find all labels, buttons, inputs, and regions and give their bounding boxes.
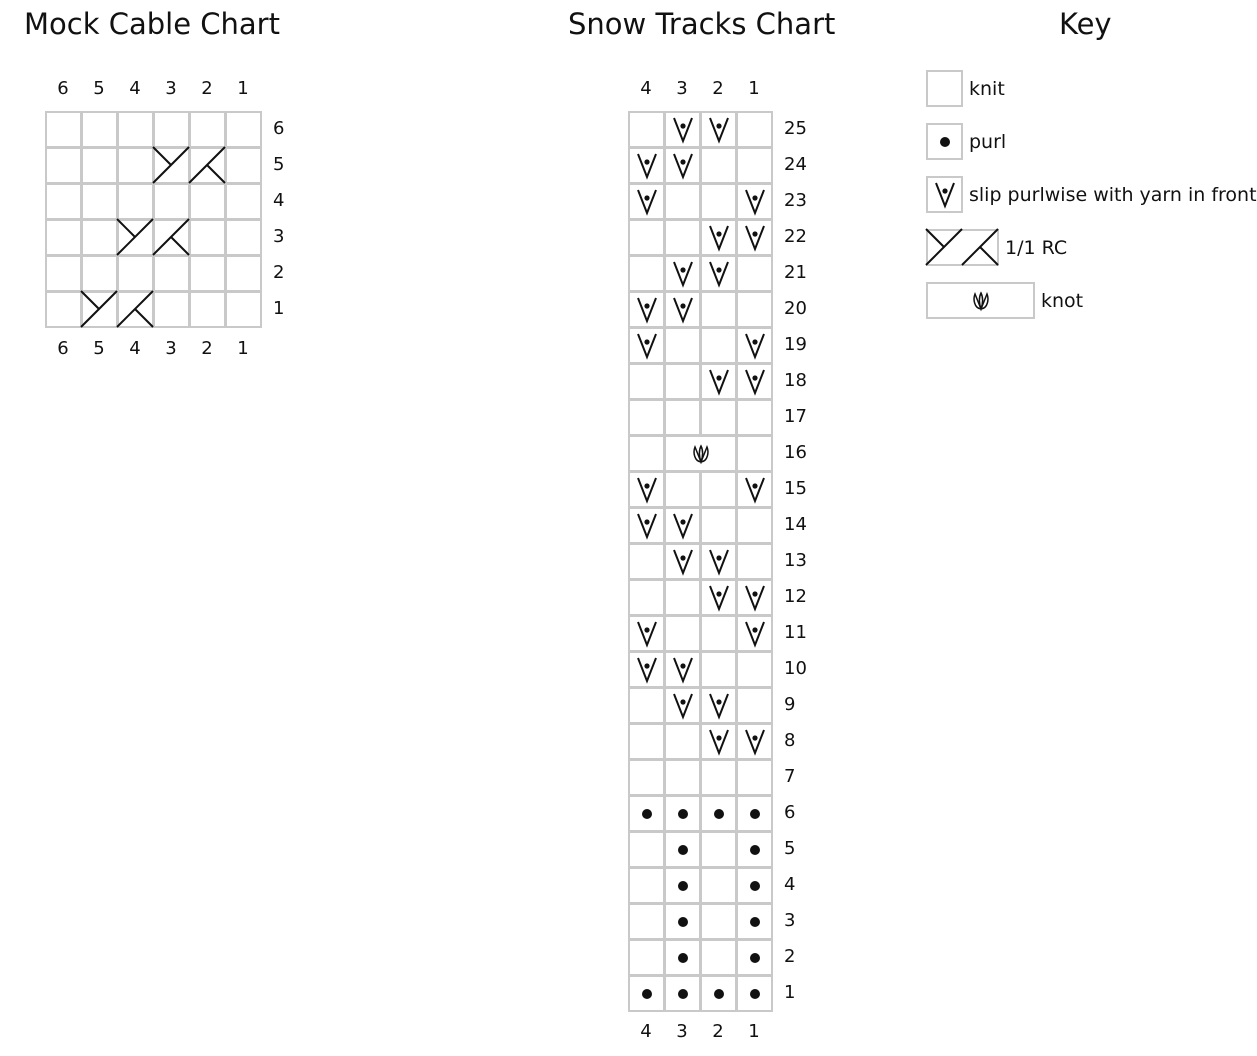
chart-cell-knit [700, 471, 737, 508]
row-number: 6 [784, 802, 796, 823]
purl-dot-icon [748, 915, 762, 929]
chart-cell-knit [628, 759, 665, 796]
mock-cable-title: Mock Cable Chart [24, 7, 280, 41]
key-label-knit: knit [969, 78, 1005, 100]
row-number: 8 [784, 730, 796, 751]
purl-dot-icon [748, 951, 762, 965]
chart-cell-knit [153, 183, 190, 220]
column-number-top: 3 [165, 78, 177, 99]
row-number: 11 [784, 622, 807, 643]
column-number-top: 6 [57, 78, 69, 99]
purl-dot-icon [676, 987, 690, 1001]
row-number: 20 [784, 298, 807, 319]
chart-cell-knit [664, 327, 701, 364]
chart-cell-knit [700, 147, 737, 184]
chart-cell-knit [153, 255, 190, 292]
chart-cell-knit [189, 291, 226, 328]
chart-cell-knit [225, 291, 262, 328]
knot-icon [970, 290, 992, 312]
cable-symbol-icon [152, 146, 226, 184]
key-label-slip: slip purlwise with yarn in front [969, 184, 1257, 206]
column-number-top: 4 [640, 78, 652, 99]
row-number: 12 [784, 586, 807, 607]
cable-symbol-icon [925, 228, 999, 266]
chart-cell-knit [225, 111, 262, 148]
slip-wyif-icon [668, 655, 698, 685]
slip-wyif-icon [632, 655, 662, 685]
slip-wyif-icon [632, 619, 662, 649]
chart-cell-knit [664, 399, 701, 436]
column-number-bottom: 1 [748, 1021, 760, 1042]
row-number: 6 [273, 118, 285, 139]
slip-wyif-icon [632, 475, 662, 505]
column-number-bottom: 4 [640, 1021, 652, 1042]
key-swatch-knit [926, 70, 963, 107]
slip-wyif-icon [704, 691, 734, 721]
column-number-bottom: 2 [712, 1021, 724, 1042]
chart-cell-knit [45, 183, 82, 220]
slip-wyif-icon [668, 295, 698, 325]
chart-cell-knit [700, 291, 737, 328]
purl-dot-icon [748, 807, 762, 821]
row-number: 24 [784, 154, 807, 175]
chart-cell-knit [736, 399, 773, 436]
column-number-bottom: 6 [57, 338, 69, 359]
chart-cell-knit [81, 219, 118, 256]
slip-wyif-icon [668, 691, 698, 721]
purl-dot-icon [938, 135, 952, 149]
chart-cell-knit [700, 903, 737, 940]
chart-cell-knit [664, 759, 701, 796]
purl-dot-icon [676, 807, 690, 821]
row-number: 3 [273, 226, 285, 247]
slip-wyif-icon [668, 151, 698, 181]
row-number: 2 [273, 262, 285, 283]
slip-wyif-icon [668, 547, 698, 577]
column-number-bottom: 2 [201, 338, 213, 359]
slip-wyif-icon [740, 331, 770, 361]
chart-cell-knit [225, 219, 262, 256]
chart-cell-knit [664, 183, 701, 220]
chart-cell-knit [700, 759, 737, 796]
chart-cell-knit [736, 543, 773, 580]
column-number-top: 1 [237, 78, 249, 99]
chart-cell-knit [664, 723, 701, 760]
chart-cell-knit [153, 111, 190, 148]
row-number: 25 [784, 118, 807, 139]
purl-dot-icon [676, 843, 690, 857]
chart-cell-knit [45, 219, 82, 256]
chart-cell-knit [225, 183, 262, 220]
chart-cell-knit [628, 939, 665, 976]
purl-dot-icon [748, 879, 762, 893]
chart-cell-knit [189, 111, 226, 148]
row-number: 5 [273, 154, 285, 175]
chart-cell-knit [736, 147, 773, 184]
slip-wyif-icon [930, 180, 960, 210]
chart-cell-knit [736, 687, 773, 724]
chart-cell-knit [700, 327, 737, 364]
chart-cell-knit [736, 759, 773, 796]
row-number: 17 [784, 406, 807, 427]
chart-cell-knit [117, 111, 154, 148]
chart-cell-knit [189, 219, 226, 256]
chart-cell-knit [628, 543, 665, 580]
purl-dot-icon [676, 915, 690, 929]
key-label-cable: 1/1 RC [1005, 237, 1068, 259]
chart-cell-knit [664, 615, 701, 652]
row-number: 19 [784, 334, 807, 355]
row-number: 14 [784, 514, 807, 535]
column-number-top: 5 [93, 78, 105, 99]
chart-cell-knit [664, 471, 701, 508]
column-number-bottom: 3 [676, 1021, 688, 1042]
purl-dot-icon [712, 807, 726, 821]
row-number: 4 [784, 874, 796, 895]
key-title: Key [1059, 7, 1112, 41]
chart-cell-knit [117, 255, 154, 292]
row-number: 7 [784, 766, 796, 787]
column-number-top: 1 [748, 78, 760, 99]
chart-cell-knit [628, 255, 665, 292]
chart-cell-knit [628, 723, 665, 760]
slip-wyif-icon [740, 619, 770, 649]
chart-cell-knit [628, 111, 665, 148]
row-number: 18 [784, 370, 807, 391]
snow-tracks-title: Snow Tracks Chart [568, 7, 836, 41]
chart-cell-knit [628, 867, 665, 904]
key-label-purl: purl [969, 131, 1007, 153]
chart-cell-knit [736, 507, 773, 544]
column-number-top: 4 [129, 78, 141, 99]
purl-dot-icon [712, 987, 726, 1001]
purl-dot-icon [676, 951, 690, 965]
slip-wyif-icon [632, 295, 662, 325]
chart-cell-knit [700, 507, 737, 544]
column-number-bottom: 5 [93, 338, 105, 359]
chart-cell-knit [736, 255, 773, 292]
slip-wyif-icon [632, 151, 662, 181]
chart-cell-knit [81, 147, 118, 184]
row-number: 3 [784, 910, 796, 931]
chart-cell-knit [628, 579, 665, 616]
row-number: 22 [784, 226, 807, 247]
column-number-bottom: 3 [165, 338, 177, 359]
key-label-knot: knot [1041, 290, 1084, 312]
slip-wyif-icon [632, 187, 662, 217]
chart-cell-knit [700, 651, 737, 688]
chart-cell-knit [736, 435, 773, 472]
chart-cell-knit [81, 111, 118, 148]
row-number: 1 [784, 982, 796, 1003]
slip-wyif-icon [632, 511, 662, 541]
chart-cell-knit [700, 939, 737, 976]
purl-dot-icon [748, 843, 762, 857]
row-number: 23 [784, 190, 807, 211]
row-number: 2 [784, 946, 796, 967]
column-number-top: 3 [676, 78, 688, 99]
slip-wyif-icon [704, 583, 734, 613]
slip-wyif-icon [740, 583, 770, 613]
row-number: 1 [273, 298, 285, 319]
column-number-bottom: 4 [129, 338, 141, 359]
chart-cell-knit [736, 651, 773, 688]
chart-cell-knit [628, 219, 665, 256]
chart-cell-knit [700, 831, 737, 868]
slip-wyif-icon [740, 727, 770, 757]
slip-wyif-icon [632, 331, 662, 361]
column-number-top: 2 [201, 78, 213, 99]
purl-dot-icon [676, 879, 690, 893]
chart-cell-knit [628, 831, 665, 868]
chart-cell-knit [45, 255, 82, 292]
slip-wyif-icon [740, 187, 770, 217]
row-number: 4 [273, 190, 285, 211]
slip-wyif-icon [704, 547, 734, 577]
chart-cell-knit [45, 111, 82, 148]
chart-cell-knit [628, 687, 665, 724]
chart-cell-knit [225, 255, 262, 292]
row-number: 5 [784, 838, 796, 859]
slip-wyif-icon [704, 367, 734, 397]
chart-cell-knit [45, 147, 82, 184]
chart-cell-knit [700, 399, 737, 436]
chart-cell-knit [628, 903, 665, 940]
slip-wyif-icon [740, 475, 770, 505]
slip-wyif-icon [740, 367, 770, 397]
purl-dot-icon [640, 807, 654, 821]
chart-cell-knit [664, 219, 701, 256]
chart-cell-knit [664, 579, 701, 616]
slip-wyif-icon [704, 727, 734, 757]
slip-wyif-icon [704, 115, 734, 145]
knot-icon [690, 443, 712, 465]
row-number: 15 [784, 478, 807, 499]
chart-cell-knit [700, 615, 737, 652]
slip-wyif-icon [740, 223, 770, 253]
chart-cell-knit [628, 399, 665, 436]
chart-cell-knit [189, 255, 226, 292]
chart-cell-knit [189, 183, 226, 220]
chart-cell-knit [45, 291, 82, 328]
row-number: 16 [784, 442, 807, 463]
row-number: 13 [784, 550, 807, 571]
row-number: 21 [784, 262, 807, 283]
cable-symbol-icon [116, 218, 190, 256]
slip-wyif-icon [668, 115, 698, 145]
row-number: 10 [784, 658, 807, 679]
cable-symbol-icon [80, 290, 154, 328]
chart-cell-knit [700, 183, 737, 220]
chart-cell-knit [153, 291, 190, 328]
purl-dot-icon [640, 987, 654, 1001]
chart-cell-knit [736, 291, 773, 328]
chart-cell-knit [117, 183, 154, 220]
purl-dot-icon [748, 987, 762, 1001]
chart-cell-knit [117, 147, 154, 184]
chart-cell-knit [700, 867, 737, 904]
slip-wyif-icon [704, 223, 734, 253]
chart-cell-knit [81, 183, 118, 220]
column-number-bottom: 1 [237, 338, 249, 359]
chart-cell-knit [628, 435, 665, 472]
chart-cell-knit [81, 255, 118, 292]
chart-cell-knit [664, 363, 701, 400]
chart-cell-knit [628, 363, 665, 400]
column-number-top: 2 [712, 78, 724, 99]
slip-wyif-icon [668, 259, 698, 289]
slip-wyif-icon [668, 511, 698, 541]
chart-cell-knit [225, 147, 262, 184]
slip-wyif-icon [704, 259, 734, 289]
row-number: 9 [784, 694, 796, 715]
chart-cell-knit [736, 111, 773, 148]
